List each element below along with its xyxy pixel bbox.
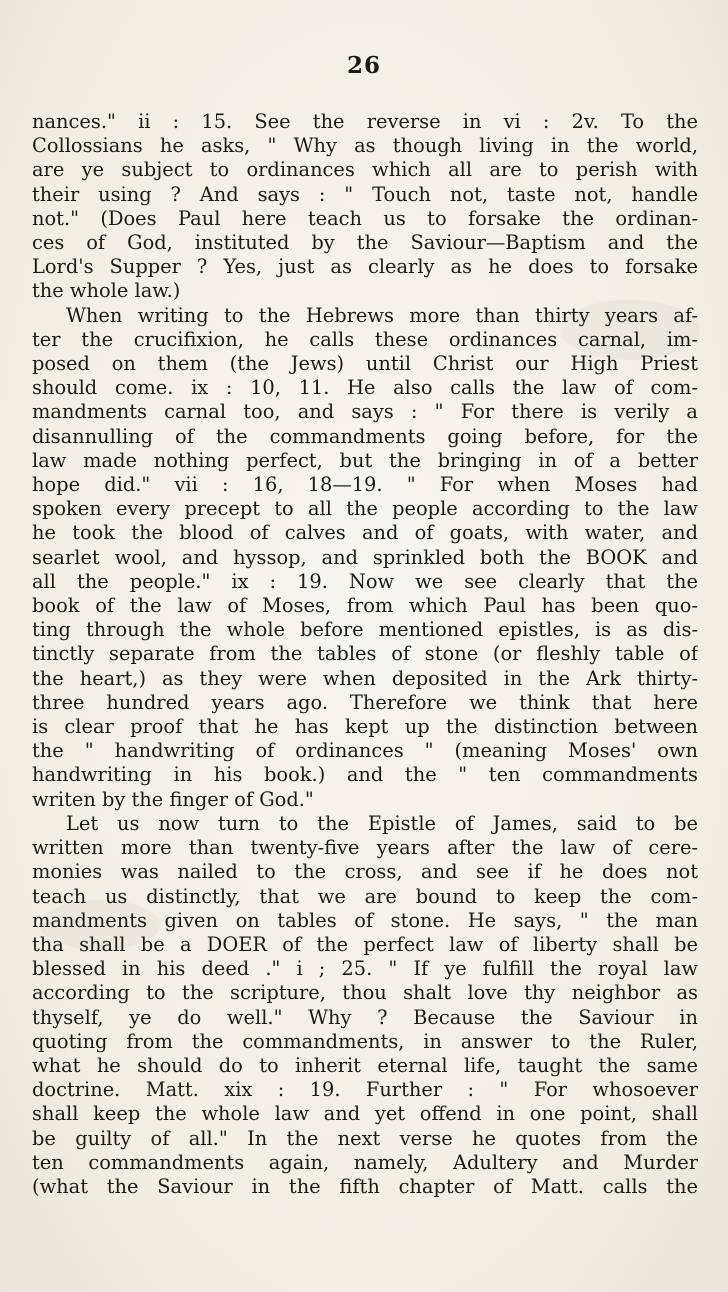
text-line: searlet wool, and hyssop, and sprinkled both the BOOK and (32, 545, 698, 569)
page-number: 26 (346, 52, 381, 79)
text-line: is clear proof that he has kept up the distinction between (32, 715, 698, 739)
text-line: law made nothing perfect, but the bringing in of a better (32, 448, 698, 472)
text-line: Let us now turn to the Epistle of James, said to be (66, 811, 698, 835)
text-line: he took the blood of calves and of goats, with water, and (32, 521, 698, 545)
text-line: Collossians he asks, " Why as though living in the world, (32, 134, 698, 158)
text-line: hope did." vii : 16, 18—19. " For when Moses had (32, 473, 698, 497)
text-line: When writing to the Hebrews more than thirty years af- (66, 303, 698, 327)
text-line: Lord's Supper ? Yes, just as clearly as he does to forsake (32, 255, 698, 279)
text-line: ting through the whole before mentioned epistles, is as dis- (32, 618, 698, 642)
text-line: writen by the finger of God." (32, 787, 314, 811)
text-line: what he should do to inherit eternal life, taught the same (32, 1053, 698, 1077)
text-line: (what the Saviour in the fifth chapter of Matt. calls the (32, 1174, 698, 1198)
text-line: be guilty of all." In the next verse he quotes from the (32, 1126, 698, 1150)
text-line: ces of God, instituted by the Saviour—Baptism and the (32, 231, 698, 255)
text-line: ten commandments again, namely, Adultery and Murder (32, 1150, 698, 1174)
text-line: the " handwriting of ordinances " (meaning Moses' own (32, 739, 698, 763)
text-line: shall keep the whole law and yet offend in one point, shall (32, 1102, 698, 1126)
text-line: monies was nailed to the cross, and see if he does not (32, 860, 698, 884)
text-line: mandments given on tables of stone. He says, " the man (32, 908, 698, 932)
text-line: the heart,) as they were when deposited in the Ark thirty- (32, 666, 698, 690)
text-line: spoken every precept to all the people according to the law (32, 497, 698, 521)
text-line: blessed in his deed ." i ; 25. " If ye fulfill the royal law (32, 957, 698, 981)
text-line: book of the law of Moses, from which Paul has been quo- (32, 594, 698, 618)
text-line: handwriting in his book.) and the " ten commandments (32, 763, 698, 787)
text-line: tha shall be a DOER of the perfect law of liberty shall be (32, 932, 698, 956)
text-line: ter the crucifixion, he calls these ordinances carnal, im- (32, 327, 698, 351)
text-line: not." (Does Paul here teach us to forsake the ordinan- (32, 206, 698, 230)
text-line: disannulling of the commandments going before, for the (32, 424, 698, 448)
text-line: written more than twenty-five years after the law of cere- (32, 836, 698, 860)
body-text (32, 110, 698, 1199)
text-line: their using ? And says : " Touch not, taste not, handle (32, 182, 698, 206)
text-line: teach us distinctly, that we are bound to keep the com- (32, 884, 698, 908)
text-line: the whole law.) (32, 279, 181, 303)
text-line: according to the scripture, thou shalt love thy neighbor as (32, 981, 698, 1005)
text-line: quoting from the commandments, in answer to the Ruler, (32, 1029, 698, 1053)
text-line: nances." ii : 15. See the reverse in vi : 2v. To the (32, 110, 698, 133)
text-line: thyself, ye do well." Why ? Because the Saviour in (32, 1005, 698, 1029)
text-line: should come. ix : 10, 11. He also calls the law of com- (32, 376, 698, 400)
text-line: are ye subject to ordinances which all are to perish with (32, 158, 698, 182)
text-line: doctrine. Matt. xix : 19. Further : " For whosoever (32, 1078, 698, 1102)
text-line: posed on them (the Jews) until Christ our High Priest (32, 352, 698, 376)
text-line: tinctly separate from the tables of stone (or fleshly table of (32, 642, 698, 666)
text-line: three hundred years ago. Therefore we think that here (32, 690, 698, 714)
text-line: all the people." ix : 19. Now we see clearly that the (32, 569, 698, 593)
text-line: mandments carnal too, and says : " For there is verily a (32, 400, 698, 424)
